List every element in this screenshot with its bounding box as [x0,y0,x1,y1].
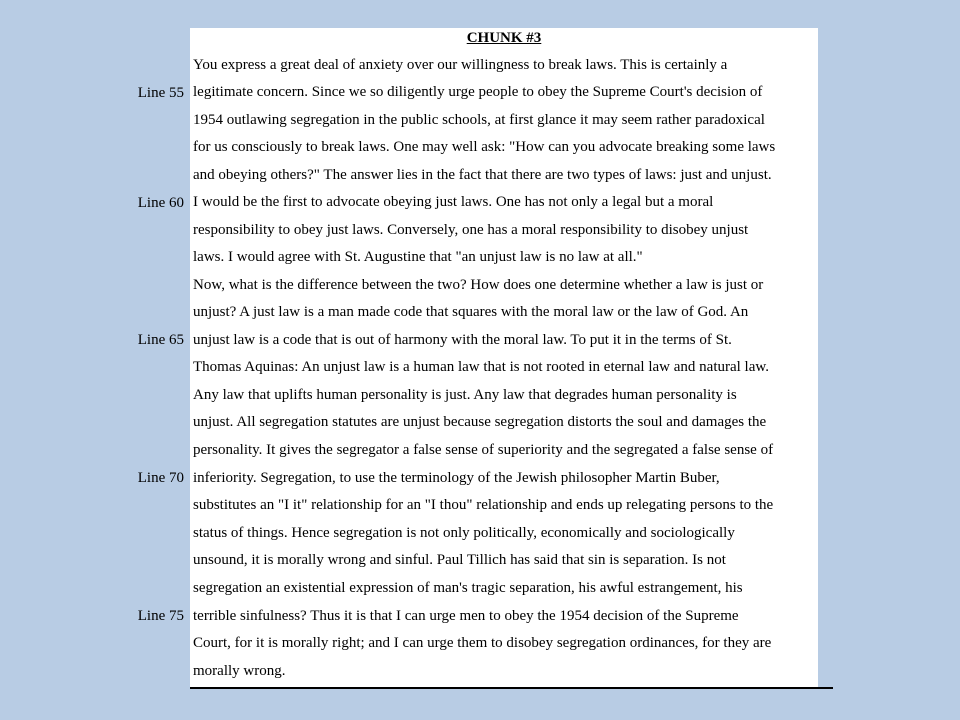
text-line: substitutes an "I it" relationship for an "I thou" relationship and ends up relegating persons to the [193,497,774,513]
text-line: unjust. All segregation statutes are unjust because segregation distorts the soul and damages the [193,414,767,430]
text-line: Court, for it is morally right; and I can urge them to disobey segregation ordinances, for they are [193,635,772,651]
text-line: responsibility to obey just laws. Conversely, one has a moral responsibility to disobey unjust [193,222,749,238]
document-page [190,28,818,688]
text-line: 1954 outlawing segregation in the public schools, at first glance it may seem rather paradoxical [193,112,765,128]
text-line: for us consciously to break laws. One may well ask: "How can you advocate breaking some laws [193,139,776,155]
chunk-title: CHUNK #3 [466,30,542,46]
line-label-55: Line 55 [137,85,184,101]
text-line: unjust law is a code that is out of harmony with the moral law. To put it in the terms of St. [193,332,732,348]
text-line: laws. I would agree with St. Augustine that "an unjust law is no law at all." [193,249,643,265]
text-line: Now, what is the difference between the two? How does one determine whether a law is just or [193,277,764,293]
text-line: Any law that uplifts human personality is just. Any law that degrades human personality is [193,387,737,403]
text-line: status of things. Hence segregation is not only politically, economically and sociologically [193,525,735,541]
text-line: inferiority. Segregation, to use the terminology of the Jewish philosopher Martin Buber, [193,470,720,486]
text-line: legitimate concern. Since we so diligently urge people to obey the Supreme Court's decision of [193,84,763,100]
text-line: unsound, it is morally wrong and sinful. Paul Tillich has said that sin is separation. Is not [193,552,726,568]
line-number-column [118,28,188,688]
text-line: unjust? A just law is a man made code that squares with the moral law or the law of God. An [193,304,749,320]
text-line: You express a great deal of anxiety over our willingness to break laws. This is certainly a [193,57,728,73]
text-line: morally wrong. [193,663,286,679]
text-line: personality. It gives the segregator a false sense of superiority and the segregated a false sense of [193,442,774,458]
text-line: terrible sinfulness? Thus it is that I can urge men to obey the 1954 decision of the Supreme [193,608,739,624]
text-line: Thomas Aquinas: An unjust law is a human law that is not rooted in eternal law and natural law. [193,359,769,375]
line-label-60: Line 60 [137,195,184,211]
line-label-65: Line 65 [137,332,184,348]
bottom-rule [190,687,833,689]
line-label-70: Line 70 [137,470,184,486]
text-line: segregation an existential expression of man's tragic separation, his awful estrangement, his [193,580,743,596]
text-line: and obeying others?" The answer lies in the fact that there are two types of laws: just and unjust. [193,167,772,183]
line-label-75: Line 75 [137,608,184,624]
text-line: I would be the first to advocate obeying just laws. One has not only a legal but a moral [193,194,714,210]
